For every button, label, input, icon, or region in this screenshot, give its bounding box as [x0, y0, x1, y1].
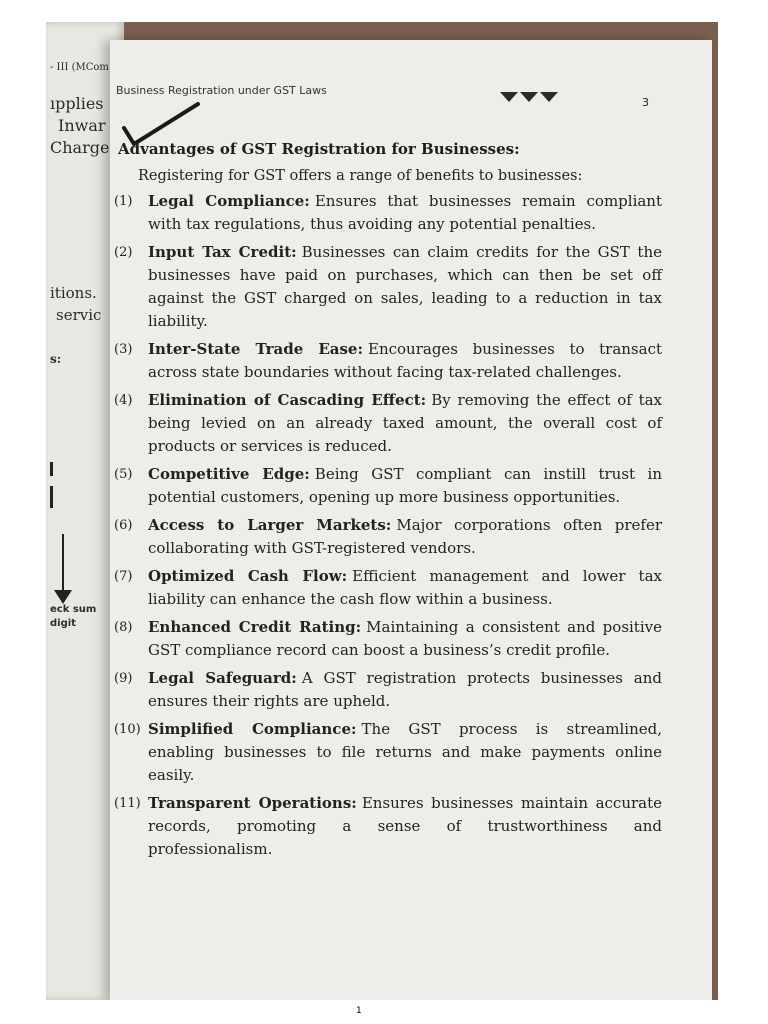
edge-mark	[50, 486, 53, 508]
item-body	[148, 463, 662, 509]
item-text: Being GST compliant can instill trust in potential customers, opening up more business opportunities.	[148, 465, 663, 506]
item-title: Legal Compliance:	[148, 192, 310, 210]
edge-fragment: itions.	[50, 284, 97, 302]
item-text: Major corporations often prefer collaborating with GST-registered vendors.	[148, 516, 662, 557]
benefits-list	[114, 190, 662, 866]
list-item	[114, 718, 662, 787]
item-number: (9)	[114, 671, 133, 686]
vvv-logo-icon	[500, 92, 558, 102]
list-item	[114, 241, 662, 333]
item-text: Businesses can claim credits for the GST the businesses have paid on purchases, which can then be set off against the GST charged on sales, leading to a reduction in tax liability.	[148, 243, 662, 330]
item-text: By removing the effect of tax being levied on an already taxed amount, the overall cost of products or services is reduced.	[148, 391, 663, 455]
item-number: (7)	[114, 569, 133, 584]
item-body	[148, 792, 662, 861]
list-item	[114, 616, 662, 662]
item-body	[148, 616, 662, 662]
item-text: Ensures businesses maintain accurate records, promoting a sense of trustworthiness and professionalism.	[148, 794, 662, 858]
item-number: (8)	[114, 620, 133, 635]
item-title: Simplified Compliance:	[148, 720, 357, 738]
book-photo	[46, 22, 718, 1000]
edge-fragment: s:	[50, 352, 62, 366]
item-title: Transparent Operations:	[148, 794, 357, 812]
edge-fragment: eck sum	[50, 604, 97, 615]
list-item	[114, 667, 662, 713]
list-item	[114, 792, 662, 861]
item-body	[148, 514, 662, 560]
item-number: (11)	[114, 796, 141, 811]
item-number: (2)	[114, 245, 133, 260]
item-title: Optimized Cash Flow:	[148, 567, 348, 585]
list-item	[114, 463, 662, 509]
item-number: (3)	[114, 342, 133, 357]
edge-fragment: digit	[50, 618, 76, 629]
item-number: (5)	[114, 467, 133, 482]
item-body	[148, 338, 662, 384]
list-item	[114, 190, 662, 236]
page-number: 3	[642, 96, 649, 109]
list-item	[114, 514, 662, 560]
item-title: Competitive Edge:	[148, 465, 310, 483]
running-header: Business Registration under GST Laws	[116, 84, 327, 97]
item-text: Efficient management and lower tax liability can enhance the cash flow within a business.	[148, 567, 662, 608]
list-item	[114, 389, 662, 458]
edge-fragment: Inwar	[58, 116, 106, 135]
item-body	[148, 667, 662, 713]
edge-fragment: ıpplies	[50, 94, 104, 113]
book-page	[110, 40, 712, 1000]
item-text: Maintaining a consistent and positive GST compliance record can boost a business’s credit profile.	[148, 618, 662, 659]
item-text: The GST process is streamlined, enabling businesses to file returns and make payments online easily.	[148, 720, 662, 784]
item-number: (1)	[114, 194, 133, 209]
list-item	[114, 565, 662, 611]
item-body	[148, 565, 662, 611]
section-intro: Registering for GST offers a range of benefits to businesses:	[138, 168, 583, 184]
item-title: Enhanced Credit Rating:	[148, 618, 362, 636]
item-title: Legal Safeguard:	[148, 669, 297, 687]
item-text: A GST registration protects businesses and ensures their rights are upheld.	[148, 669, 663, 710]
down-arrow-icon	[62, 534, 64, 594]
edge-fragment: Charge	[50, 138, 110, 157]
item-body	[148, 718, 662, 787]
edge-fragment: servic	[56, 306, 102, 324]
scan-page-number: 1	[356, 1006, 362, 1016]
item-body	[148, 241, 662, 333]
item-text: Ensures that businesses remain compliant with tax regulations, thus avoiding any potential penalties.	[148, 192, 662, 233]
item-text: Encourages businesses to transact across state boundaries without facing tax-related challenges.	[148, 340, 662, 381]
edge-fragment: - III (MCom	[50, 62, 109, 73]
item-title: Inter-State Trade Ease:	[148, 340, 363, 358]
section-heading: Advantages of GST Registration for Businesses:	[118, 140, 520, 158]
item-body	[148, 389, 662, 458]
item-number: (6)	[114, 518, 133, 533]
item-number: (10)	[114, 722, 141, 737]
item-body	[148, 190, 662, 236]
edge-mark	[50, 462, 53, 476]
item-number: (4)	[114, 393, 133, 408]
item-title: Elimination of Cascading Effect:	[148, 391, 427, 409]
item-title: Input Tax Credit:	[148, 243, 297, 261]
item-title: Access to Larger Markets:	[148, 516, 392, 534]
down-arrow-head-icon	[54, 590, 72, 604]
list-item	[114, 338, 662, 384]
